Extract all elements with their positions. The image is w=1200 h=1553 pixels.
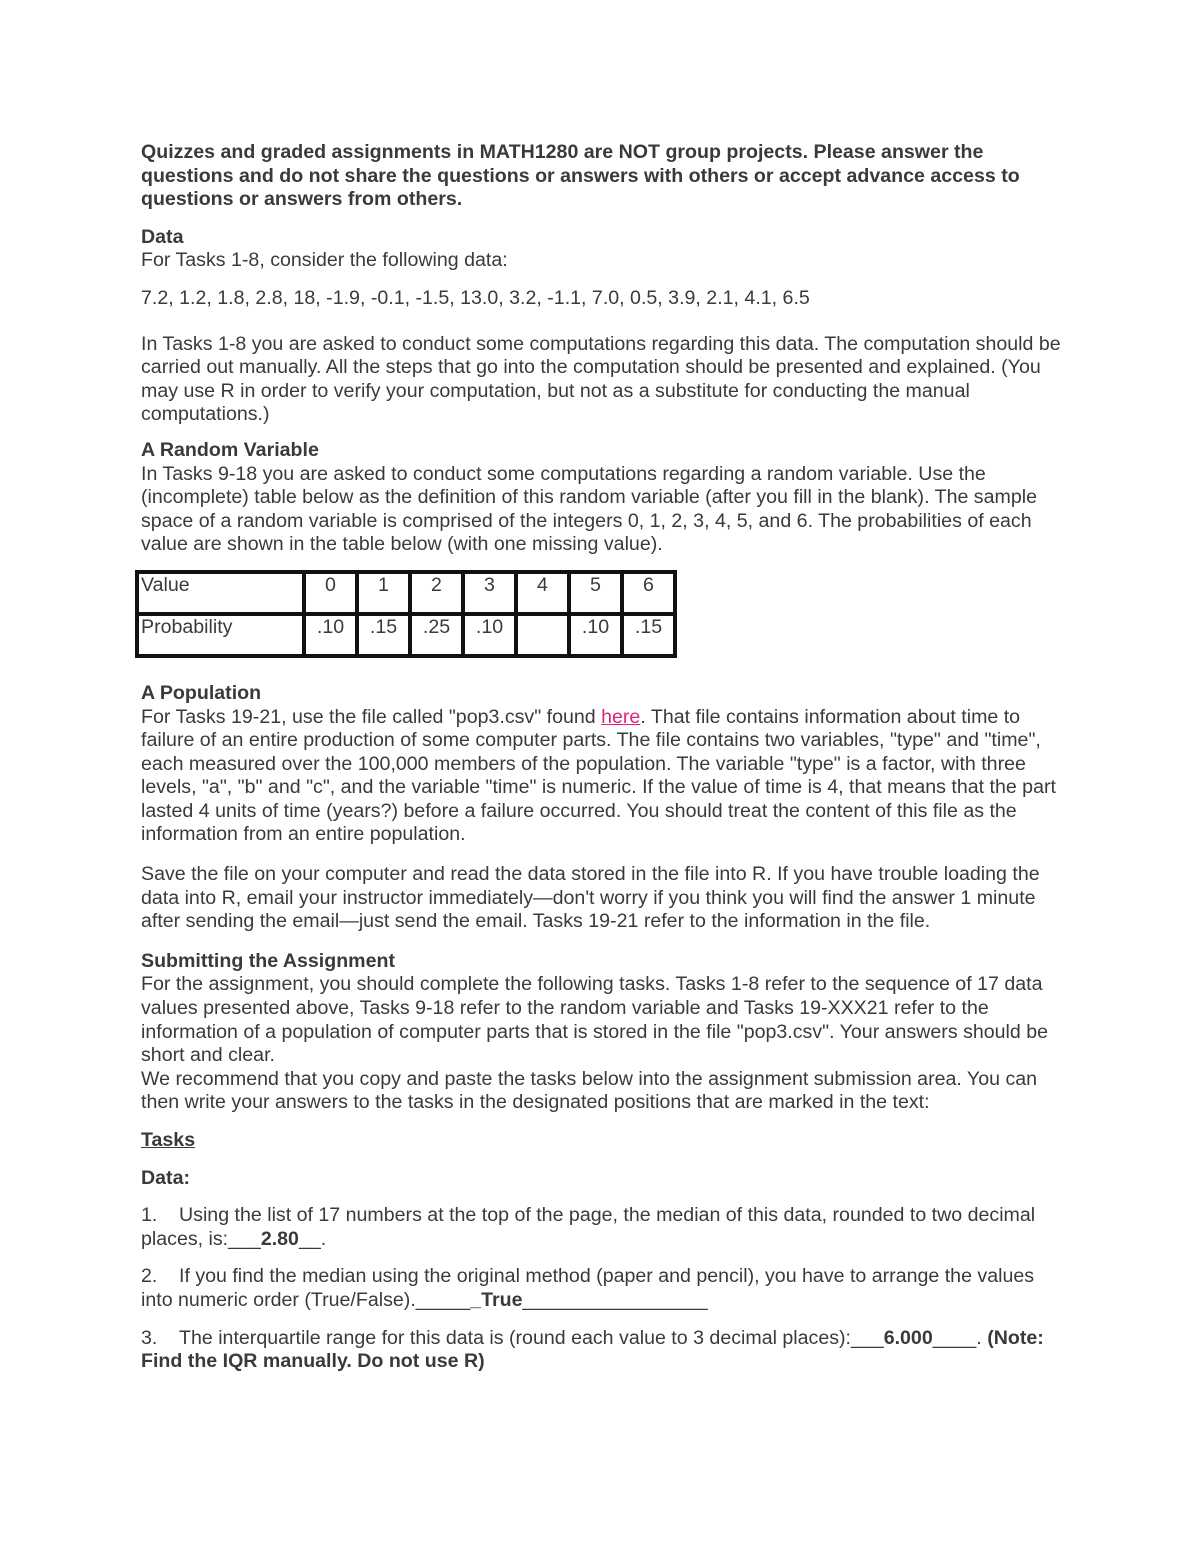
table-cell: 3 <box>463 572 516 614</box>
population-heading: A Population <box>141 681 262 704</box>
submitting-text: For the assignment, you should complete the following tasks. Tasks 1-8 refer to the sequence of 17 data values presented above, Tasks 9-18 refer to the random variable and Tasks 19-XXX21 refer to the information of a population of computer parts that is stored in the file "pop3.csv". Your answers should be short and clear. <box>141 973 1049 1067</box>
task-number: 1. <box>141 1204 158 1227</box>
task-text: The interquartile range for this data is (round each value to 3 decimal places):___ <box>179 1326 884 1349</box>
task-number: 3. <box>141 1326 158 1349</box>
table-cell: 1 <box>357 572 410 614</box>
table-cell: 5 <box>569 572 622 614</box>
population-text-before: For Tasks 19-21, use the file called "pop3.csv" found <box>141 705 602 728</box>
task-blank: __. <box>298 1227 327 1250</box>
task-answer: 6.000 <box>883 1326 933 1349</box>
data-heading: Data <box>141 225 184 248</box>
table-cell: 6 <box>622 572 675 614</box>
submitting-recommend: We recommend that you copy and paste the tasks below into the assignment submission area. You can then write your answers to the tasks in the designated positions that are marked in the text: <box>141 1067 1038 1114</box>
table-cell: 2 <box>410 572 463 614</box>
random-variable-heading: A Random Variable <box>141 438 319 461</box>
table-cell: .10 <box>304 614 357 656</box>
tasks-data-heading: Data: <box>141 1166 190 1189</box>
table-cell-label: Probability <box>137 614 304 656</box>
task-number: 2. <box>141 1265 158 1288</box>
table-row <box>137 614 675 656</box>
random-variable-table <box>135 570 677 658</box>
population-text-after: . That file contains information about time to failure of an entire production of some computer parts. The file contains two variables, "type" and "time", each measured over the 100,000 members of the population. The variable "type" is a factor, with three levels, "a", "b" and "c", and the variable "time" is numeric. If the value of time is 4, that means that the part lasted 4 units of time (years?) before a failure occurred. You should treat the content of this file as the information from an entire population. <box>141 705 1056 846</box>
document-page <box>141 141 1061 1374</box>
task-item <box>141 1265 1061 1312</box>
table-cell-missing <box>516 614 569 656</box>
data-intro: For Tasks 1-8, consider the following data: <box>141 249 508 272</box>
table-cell: .15 <box>622 614 675 656</box>
tasks-title: Tasks <box>141 1129 196 1151</box>
task-item <box>141 1327 1061 1374</box>
submitting-heading: Submitting the Assignment <box>141 949 395 972</box>
pop3-file-link[interactable]: here <box>601 705 641 728</box>
table-cell: .25 <box>410 614 463 656</box>
task-note: (Note: Find the IQR manually. Do not use R) <box>141 1326 1044 1373</box>
task-answer: 2.80 <box>260 1227 299 1250</box>
population-save-text: Save the file on your computer and read the data stored in the file into R. If you have trouble loading the data into R, email your instructor immediately—don't worry if you think you will find the answer 1 minute after sending the email—just send the email. Tasks 19-21 refer to the information in the file. <box>141 863 1040 933</box>
task-answer: _True <box>470 1288 523 1311</box>
table-cell: .10 <box>569 614 622 656</box>
table-cell: 4 <box>516 572 569 614</box>
task-item <box>141 1204 1061 1251</box>
table-cell-label: Value <box>137 572 304 614</box>
population-text <box>141 706 1061 848</box>
table-cell: .10 <box>463 614 516 656</box>
data-values: 7.2, 1.2, 1.8, 2.8, 18, -1.9, -0.1, -1.5, 13.0, 3.2, -1.1, 7.0, 0.5, 3.9, 2.1, 4.1, 6.5 <box>141 286 810 309</box>
table-row <box>137 572 675 614</box>
task-blank: _________________ <box>522 1288 708 1311</box>
integrity-notice: Quizzes and graded assignments in MATH1280 are NOT group projects. Please answer the questions and do not share the questions or answers with others or accept advance access to questions or answers from others. <box>141 141 1020 211</box>
task-text: Using the list of 17 numbers at the top of the page, the median of this data, rounded to two decimal places, is:___ <box>141 1204 1036 1250</box>
task-text: If you find the median using the original method (paper and pencil), you have to arrange the values into numeric order (True/False)._____ <box>141 1265 1035 1311</box>
table-cell: 0 <box>304 572 357 614</box>
data-instructions: In Tasks 1-8 you are asked to conduct some computations regarding this data. The computation should be carried out manually. All the steps that go into the computation should be presented and explained. (You may use R in order to verify your computation, but not as a substitute for conducting the manual computations.) <box>141 332 1061 426</box>
task-blank: ____. <box>932 1326 988 1349</box>
table-cell: .15 <box>357 614 410 656</box>
random-variable-text: In Tasks 9-18 you are asked to conduct some computations regarding a random variable. Use the (incomplete) table below as the definition of this random variable (after you fill in the blank). The sample space of a random variable is comprised of the integers 0, 1, 2, 3, 4, 5, and 6. The probabilities of each value are shown in the table below (with one missing value). <box>141 462 1037 556</box>
